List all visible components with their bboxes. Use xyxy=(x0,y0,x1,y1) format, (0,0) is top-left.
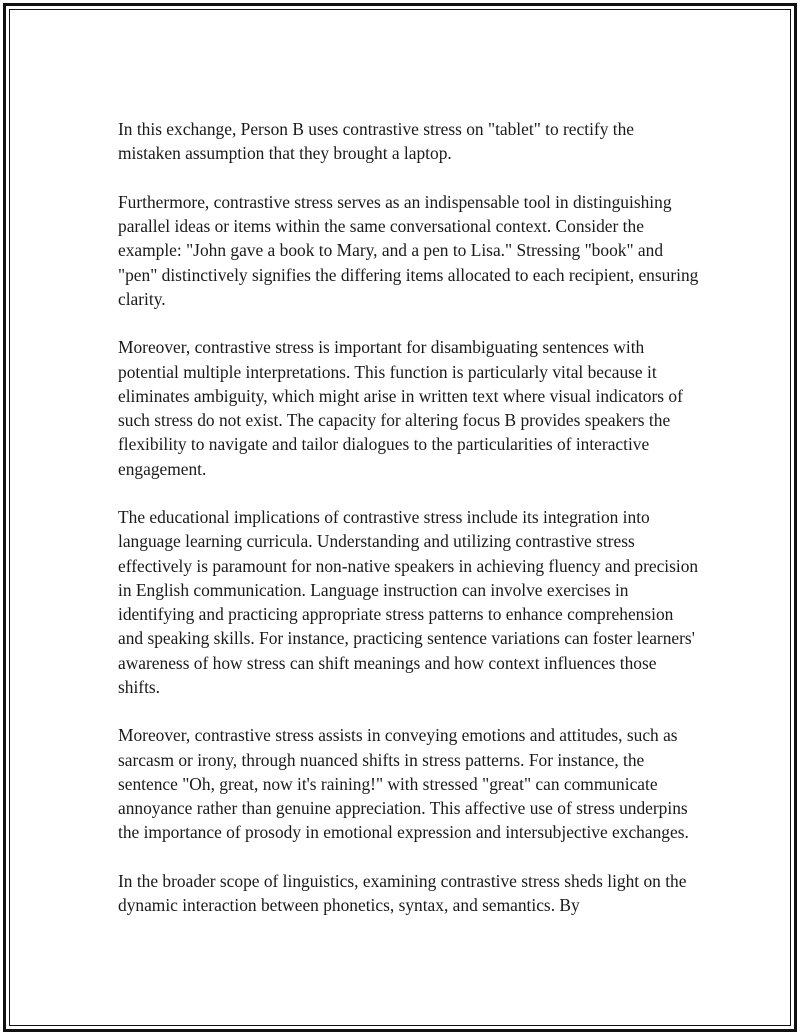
paragraph-emotions-attitudes: Moreover, contrastive stress assists in conveying emotions and attitudes, such as sarcasm or irony, through nuanced shifts in stress patterns. For instance, the sentence "Oh, great, now it's raining!" with stressed "great" can communicate annoyance rather than genuine appreciation. This affective use of stress underpins the importance of prosody in emotional expression and intersubjective exchanges. xyxy=(118,725,689,843)
document-body xyxy=(118,117,700,942)
paragraph-disambiguation: Moreover, contrastive stress is important for disambiguating sentences with potential multiple interpretations. This function is particularly vital because it eliminates ambiguity, which might arise in written text where visual indicators of such stress do not exist. The capacity for altering focus B provides speakers the flexibility to navigate and tailor dialogues to the particularities of interactive engagement. xyxy=(118,337,683,479)
paragraph-broader-scope: In the broader scope of linguistics, examining contrastive stress sheds light on the dynamic interaction between phonetics, syntax, and semantics. By xyxy=(118,870,687,915)
paragraph-stress-tablet: In this exchange, Person B uses contrastive stress on "tablet" to rectify the mistaken assumption that they brought a laptop. xyxy=(118,119,634,164)
paragraph-parallel-items: Furthermore, contrastive stress serves as an indispensable tool in distinguishing parallel ideas or items within the same conversational context. Consider the example: "John gave a book to Mary, and a pen to Lisa." Stressing "book" and "pen" distinctively signifies the differing items allocated to each recipient, ensuring clarity. xyxy=(118,191,699,309)
paragraph-educational-implications: The educational implications of contrastive stress include its integration into language learning curricula. Understanding and utilizing contrastive stress effectively is paramount for non-native speakers in achieving fluency and precision in English communication. Language instruction can involve exercises in identifying and practicing appropriate stress patterns to enhance comprehension and speaking skills. For instance, practicing sentence variations can foster learners' awareness of how stress can shift meanings and how context influences those shifts. xyxy=(118,507,699,697)
